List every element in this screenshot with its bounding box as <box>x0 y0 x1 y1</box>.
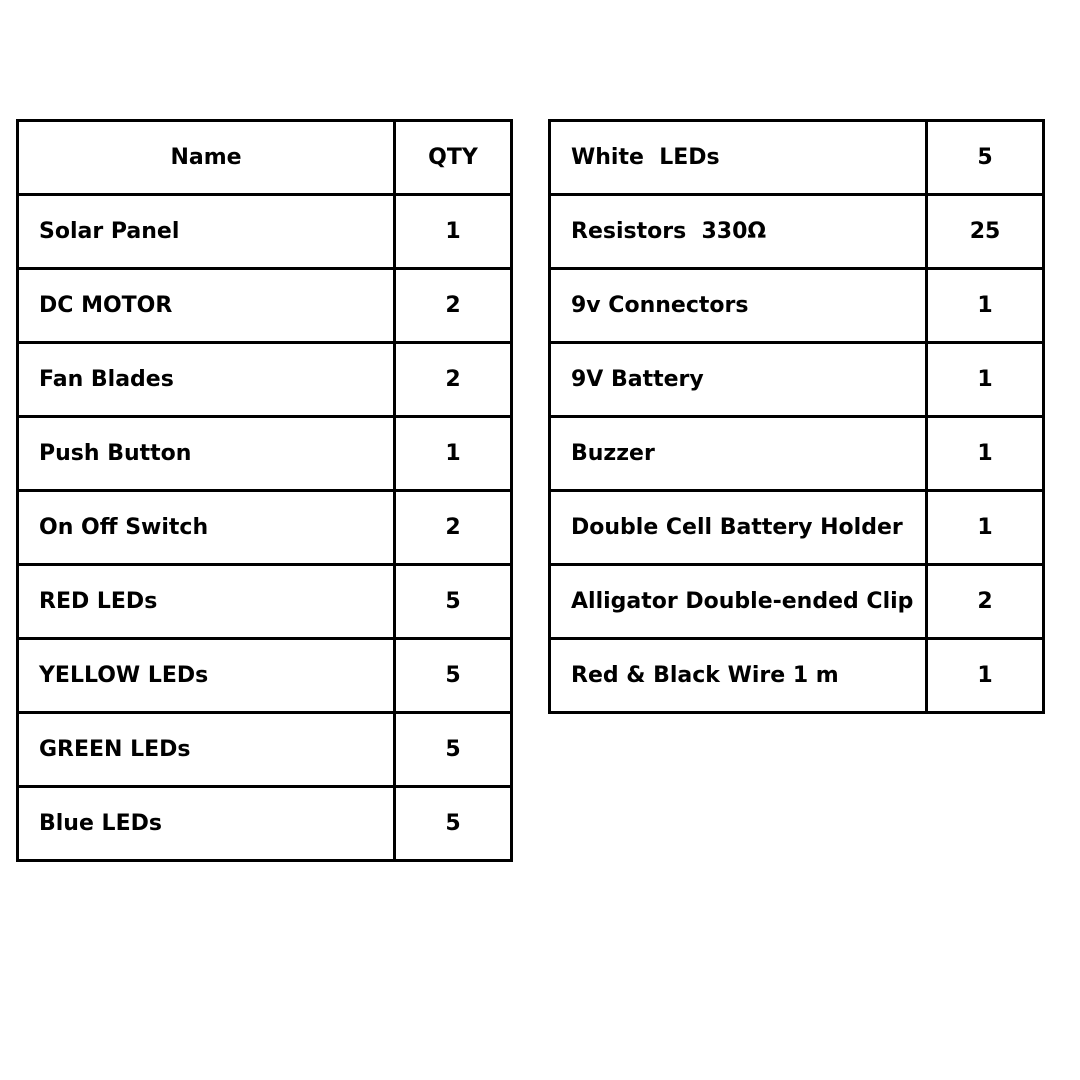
part-qty: 1 <box>927 639 1044 713</box>
part-name: Solar Panel <box>18 195 395 269</box>
part-qty: 5 <box>395 787 512 861</box>
table-row <box>18 343 512 417</box>
part-qty: 1 <box>927 269 1044 343</box>
part-name: 9v Connectors <box>550 269 927 343</box>
part-name: Resistors 330Ω <box>550 195 927 269</box>
part-qty: 2 <box>927 565 1044 639</box>
table-row <box>550 269 1044 343</box>
table-row <box>550 195 1044 269</box>
part-qty: 1 <box>395 417 512 491</box>
table-row <box>550 343 1044 417</box>
column-header-name: Name <box>18 121 395 195</box>
part-name: Fan Blades <box>18 343 395 417</box>
table-row <box>18 565 512 639</box>
part-qty: 1 <box>395 195 512 269</box>
table-header-row <box>18 121 512 195</box>
part-qty: 1 <box>927 417 1044 491</box>
part-name: On Off Switch <box>18 491 395 565</box>
part-qty: 2 <box>395 269 512 343</box>
part-qty: 1 <box>927 343 1044 417</box>
column-header-qty: QTY <box>395 121 512 195</box>
part-name: 9V Battery <box>550 343 927 417</box>
part-qty: 2 <box>395 491 512 565</box>
table-row <box>18 787 512 861</box>
table-row <box>550 639 1044 713</box>
parts-table-left <box>16 119 513 862</box>
part-name: RED LEDs <box>18 565 395 639</box>
part-qty: 25 <box>927 195 1044 269</box>
part-name: DC MOTOR <box>18 269 395 343</box>
table-row <box>18 417 512 491</box>
part-name: Blue LEDs <box>18 787 395 861</box>
part-name: White LEDs <box>550 121 927 195</box>
part-name: Alligator Double-ended Clip <box>550 565 927 639</box>
part-qty: 2 <box>395 343 512 417</box>
table-row <box>550 565 1044 639</box>
table-row <box>18 269 512 343</box>
part-qty: 5 <box>395 565 512 639</box>
part-name: Red & Black Wire 1 m <box>550 639 927 713</box>
part-name: Buzzer <box>550 417 927 491</box>
table-row <box>18 713 512 787</box>
table-row <box>550 121 1044 195</box>
part-name: GREEN LEDs <box>18 713 395 787</box>
part-qty: 5 <box>927 121 1044 195</box>
part-qty: 1 <box>927 491 1044 565</box>
part-qty: 5 <box>395 713 512 787</box>
table-row <box>18 491 512 565</box>
table-row <box>18 195 512 269</box>
parts-table-right <box>548 119 1045 714</box>
part-qty: 5 <box>395 639 512 713</box>
part-name: Double Cell Battery Holder <box>550 491 927 565</box>
table-row <box>550 491 1044 565</box>
table-row <box>550 417 1044 491</box>
part-name: Push Button <box>18 417 395 491</box>
part-name: YELLOW LEDs <box>18 639 395 713</box>
table-row <box>18 639 512 713</box>
